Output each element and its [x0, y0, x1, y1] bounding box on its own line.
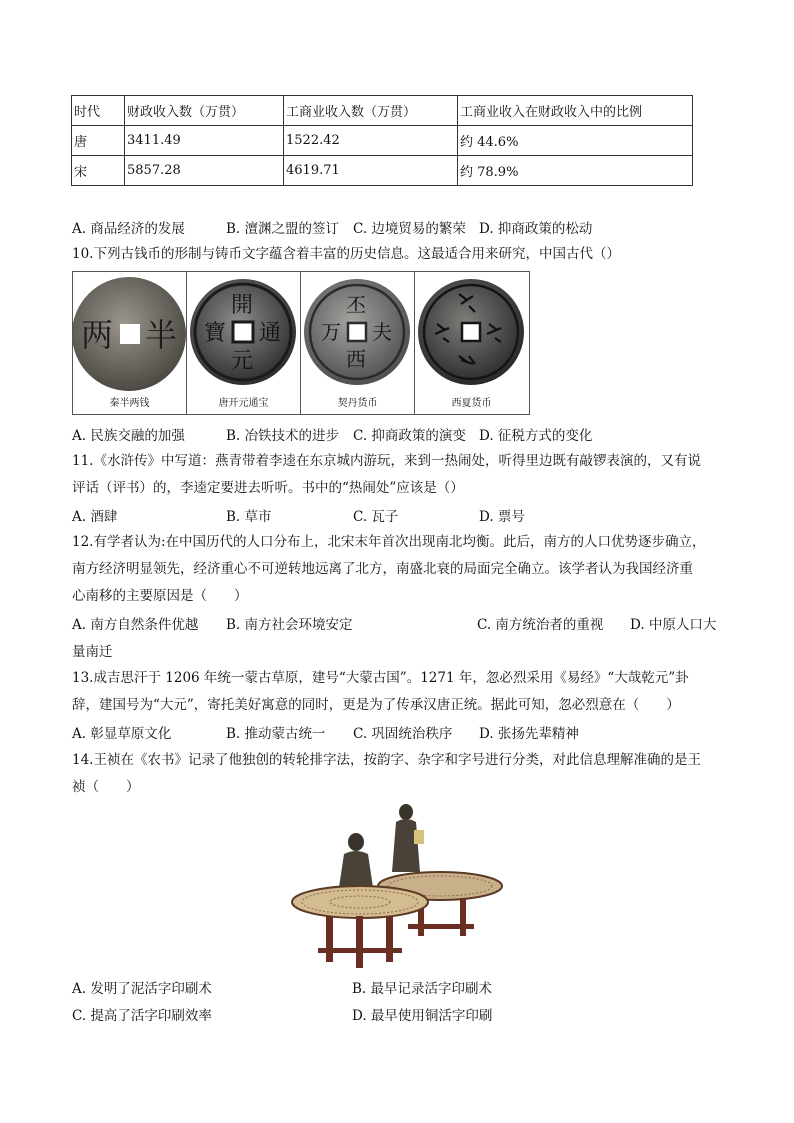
q10-option-c[interactable]: C. 抑商政策的演变 [353, 428, 466, 444]
q9-option-c[interactable]: C. 边境贸易的繁荣 [353, 221, 466, 237]
coin-caption: 西夏货币 [451, 398, 492, 409]
q14-option-b[interactable]: B. 最早记录活字印刷术 [352, 981, 493, 997]
q11-option-d[interactable]: D. 票号 [479, 509, 525, 525]
q14-stem-line1: 14.王祯在《农书》记录了他独创的转轮排字法，按韵字、杂字和字号进行分类，对此信息理解准确的是王 [72, 752, 701, 768]
coin-char: 半 [145, 316, 178, 354]
q14-stem-line2: 祯（ ） [72, 779, 140, 795]
coin-caption: 契丹货币 [337, 398, 378, 409]
q10-stem: 10.下列古钱币的形制与铸币文字蕴含着丰富的历史信息。这最适合用来研究，中国古代（） [72, 246, 620, 262]
q11-option-b[interactable]: B. 草市 [226, 509, 272, 525]
table-header-cell: 时代 [72, 96, 125, 126]
coin-khitan-image [301, 272, 414, 392]
rotary-type-table-illustration [288, 800, 508, 972]
q9-option-a[interactable]: A. 商品经济的发展 [72, 221, 185, 237]
coin-char: 丕 [346, 293, 366, 317]
table-cell: 宋 [72, 156, 125, 186]
q12-option-d[interactable]: D. 中原人口大 [630, 617, 717, 633]
q13-option-b[interactable]: B. 推动蒙古统一 [226, 726, 326, 742]
table-header-row [72, 96, 693, 126]
q9-option-b[interactable]: B. 澶渊之盟的签订 [226, 221, 340, 237]
coin-char: 西 [346, 347, 366, 371]
q10-option-a[interactable]: A. 民族交融的加强 [72, 428, 185, 444]
coin-xixia [415, 272, 528, 414]
table-cell: 3411.49 [125, 126, 284, 156]
coin-tang-kaiyuan [187, 272, 301, 414]
q12-stem-line1: 12.有学者认为:在中国历代的人口分布上，北宋末年首次出现南北均衡。此后，南方的人口优势逐步确立， [72, 534, 706, 550]
q13-option-a[interactable]: A. 彰显草原文化 [72, 726, 172, 742]
coin-xixia-image [415, 272, 528, 392]
q11-option-c[interactable]: C. 瓦子 [353, 509, 399, 525]
table-header-cell: 财政收入数（万贯） [125, 96, 284, 126]
table-cell: 约 44.6% [458, 126, 693, 156]
q13-stem-line1: 13.成吉思汗于 1206 年统一蒙古草原，建号“大蒙古国”。1271 年，忽必烈采用《易经》“大哉乾元”卦 [72, 670, 689, 686]
table-cell: 唐 [72, 126, 125, 156]
q11-stem-line1: 11.《水浒传》中写道：燕青带着李逵在东京城内游玩，来到一热闹处，听得里边既有敲锣表演的，又有说 [72, 453, 701, 469]
q11-option-a[interactable]: A. 酒肆 [72, 509, 118, 525]
q11-stem-line2: 评话（评书）的，李逵定要进去听听。书中的“热闹处”应该是（） [72, 480, 464, 496]
q12-option-b[interactable]: B. 南方社会环境安定 [226, 617, 353, 633]
q14-option-d[interactable]: D. 最早使用铜活字印刷 [352, 1008, 493, 1024]
q9-option-d[interactable]: D. 抑商政策的松动 [479, 221, 593, 237]
table-header-cell: 工商业收入在财政收入中的比例 [458, 96, 693, 126]
table-cell: 约 78.9% [458, 156, 693, 186]
coin-char: 通 [259, 321, 282, 346]
coin-char: 開 [231, 293, 254, 318]
coin-image-strip [72, 271, 530, 415]
q10-option-b[interactable]: B. 冶铁技术的进步 [226, 428, 340, 444]
table-header-cell: 工商业收入数（万贯） [284, 96, 458, 126]
coin-khitan [301, 272, 415, 414]
coin-qin-banliang [73, 272, 187, 414]
q13-option-c[interactable]: C. 巩固统治秩序 [353, 726, 453, 742]
table-row [72, 156, 693, 186]
coin-char: 元 [231, 349, 254, 374]
coin-tang-image [187, 272, 300, 392]
coin-char: 夫 [372, 320, 392, 344]
finance-table [71, 95, 693, 186]
coin-char: 寶 [204, 321, 227, 346]
q14-option-a[interactable]: A. 发明了泥活字印刷术 [72, 981, 212, 997]
q12-stem-line2: 南方经济明显领先，经济重心不可逆转地远离了北方，南盛北衰的局面完全确立。该学者认为我国经济重 [72, 561, 693, 577]
coin-qin-image [73, 272, 186, 392]
coin-char: 万 [321, 320, 341, 344]
q12-stem-line3: 心南移的主要原因是（ ） [72, 588, 248, 604]
q12-option-c[interactable]: C. 南方统治者的重视 [477, 617, 604, 633]
table-cell: 1522.42 [284, 126, 458, 156]
q12-option-a[interactable]: A. 南方自然条件优越 [72, 617, 199, 633]
table-cell: 4619.71 [284, 156, 458, 186]
coin-caption: 唐开元通宝 [218, 398, 269, 409]
q12-option-d-continued: 量南迁 [72, 644, 113, 660]
q13-option-d[interactable]: D. 张扬先辈精神 [479, 726, 579, 742]
table-row [72, 126, 693, 156]
coin-char: 两 [81, 316, 114, 354]
table-cell: 5857.28 [125, 156, 284, 186]
q10-option-d[interactable]: D. 征税方式的变化 [479, 428, 593, 444]
coin-caption: 秦半两钱 [109, 398, 150, 409]
q13-stem-line2: 辞，建国号为“大元”，寄托美好寓意的同时，更是为了传承汉唐正统。据此可知，忽必烈意在（ ） [72, 697, 680, 713]
q14-option-c[interactable]: C. 提高了活字印刷效率 [72, 1008, 212, 1024]
